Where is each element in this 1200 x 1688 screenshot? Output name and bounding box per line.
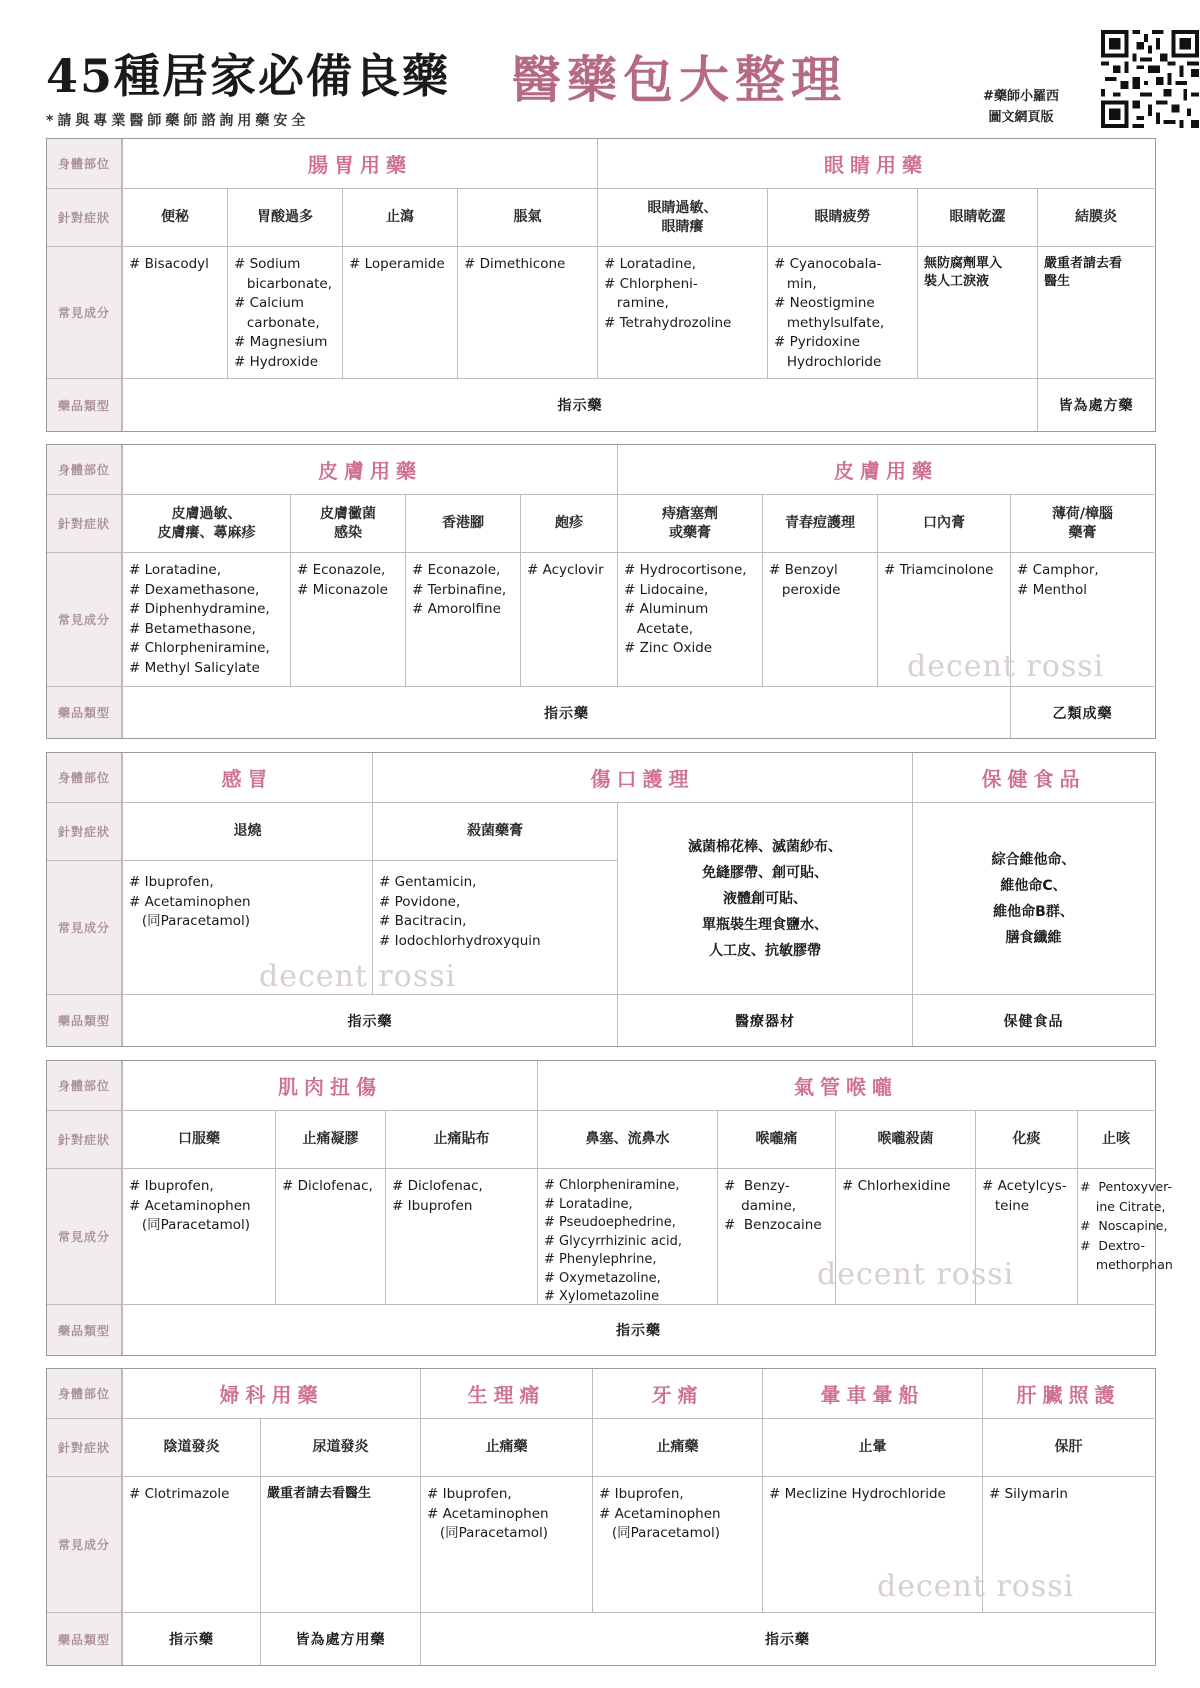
symptom-throat-antiseptic: 喉嚨殺菌 — [835, 1111, 975, 1169]
symptom-menthol: 薄荷/樟腦 藥膏 — [1010, 495, 1154, 553]
drug-type-prescription: 皆為處方藥 — [1037, 379, 1154, 431]
ingredient-note: 嚴重者請去看醫生 — [260, 1477, 420, 1613]
watermark: decent rossi — [877, 1569, 1075, 1604]
section-skin — [46, 444, 1156, 739]
ingredient-cell: # Acyclovir — [520, 553, 617, 687]
label-body-part: 身體部位 — [47, 139, 122, 189]
symptom-painkiller: 止痛藥 — [420, 1419, 592, 1477]
label-body-part: 身體部位 — [47, 1061, 122, 1111]
drug-type-otc: 指示藥 — [122, 995, 617, 1046]
category-toothache: 牙痛 — [592, 1369, 762, 1419]
page-title: 45種居家必備良藥 — [46, 49, 451, 103]
ingredient-cell: # Diclofenac, # Ibuprofen — [385, 1169, 537, 1305]
symptom-fever: 退燒 — [122, 803, 372, 861]
brand-block — [946, 86, 1096, 128]
drug-type-prescription: 皆為處方用藥 — [260, 1613, 420, 1665]
page-title-accent: 醫藥包大整理 — [511, 50, 847, 109]
ingredient-cell: # Cyanocobala- min, # Neostigmine methylsulfate, # Pyridoxine Hydrochloride — [767, 247, 917, 379]
label-ingredients: 常見成分 — [47, 1169, 122, 1305]
page-header — [46, 28, 1156, 136]
symptom-oral: 口服藥 — [122, 1111, 275, 1169]
category-menstrual: 生理痛 — [420, 1369, 592, 1419]
symptom-acne: 青春痘護理 — [762, 495, 877, 553]
category-throat: 氣管喉嚨 — [537, 1061, 1154, 1111]
ingredient-cell: # Camphor, # Menthol — [1010, 553, 1154, 687]
ingredient-cell: # Diclofenac, — [275, 1169, 385, 1305]
ingredient-cell: # Ibuprofen, # Acetaminophen (同Paracetamol) — [592, 1477, 762, 1613]
symptom-conjunctivitis: 結膜炎 — [1037, 189, 1154, 247]
symptom-bloating: 脹氣 — [457, 189, 597, 247]
ingredient-cell: # Acetylcys- teine — [975, 1169, 1077, 1305]
ingredient-cell: # Ibuprofen, # Acetaminophen (同Paracetamol) — [122, 1169, 275, 1305]
brand-edition: 圖文網頁版 — [988, 110, 1054, 125]
ingredient-note: 嚴重者請去看 醫生 — [1037, 247, 1154, 379]
label-body-part: 身體部位 — [47, 753, 122, 803]
ingredient-cell: # Chlorhexidine — [835, 1169, 975, 1305]
label-ingredients: 常見成分 — [47, 861, 122, 995]
category-cold: 感冒 — [122, 753, 372, 803]
label-drug-type: 藥品類型 — [47, 1305, 122, 1355]
ingredient-cell: # Pentoxyver- ine Citrate, # Noscapine, # Dextro- methorphan — [1077, 1169, 1154, 1305]
section-gastro-eye — [46, 138, 1156, 432]
label-body-part: 身體部位 — [47, 1369, 122, 1419]
ingredient-cell: # Benzoyl peroxide — [762, 553, 877, 687]
category-skin: 皮膚用藥 — [122, 445, 617, 495]
symptom-acid: 胃酸過多 — [227, 189, 342, 247]
ingredient-cell: # Loratadine, # Dexamethasone, # Diphenhydramine, # Betamethasone, # Chlorpheniramine, # Methyl Salicylate — [122, 553, 290, 687]
ingredient-cell: # Chlorpheniramine, # Loratadine, # Pseudoephedrine, # Glycyrrhizinic acid, # Phenylephrine, # Oxymetazoline, # Xylometazoline — [537, 1169, 717, 1305]
category-skin-2: 皮膚用藥 — [617, 445, 1154, 495]
label-ingredients: 常見成分 — [47, 247, 122, 379]
symptom-anti-dizzy: 止暈 — [762, 1419, 982, 1477]
drug-type-otc: 指示藥 — [122, 1613, 260, 1665]
label-symptom: 針對症狀 — [47, 1419, 122, 1477]
ingredient-cell: # Clotrimazole — [122, 1477, 260, 1613]
category-liver: 肝臟照護 — [982, 1369, 1154, 1419]
label-symptom: 針對症狀 — [47, 189, 122, 247]
watermark: decent rossi — [907, 649, 1105, 684]
symptom-dry-eye: 眼睛乾澀 — [917, 189, 1037, 247]
symptom-cough: 止咳 — [1077, 1111, 1154, 1169]
section-gyn-pain-liver — [46, 1368, 1156, 1666]
symptom-mouth: 口內膏 — [877, 495, 1010, 553]
category-gyn: 婦科用藥 — [122, 1369, 420, 1419]
drug-type-otc: 指示藥 — [122, 379, 1037, 431]
label-body-part: 身體部位 — [47, 445, 122, 495]
health-food-list: 綜合維他命、 維他命C、 維他命B群、 膳食纖維 — [912, 803, 1154, 995]
ingredient-cell: # Loperamide — [342, 247, 457, 379]
symptom-phlegm: 化痰 — [975, 1111, 1077, 1169]
ingredient-cell: # Bisacodyl — [122, 247, 227, 379]
symptom-fungal: 皮膚黴菌 感染 — [290, 495, 405, 553]
symptom-liver: 保肝 — [982, 1419, 1154, 1477]
symptom-eye-fatigue: 眼睛疲勞 — [767, 189, 917, 247]
label-drug-type: 藥品類型 — [47, 995, 122, 1046]
category-wound: 傷口護理 — [372, 753, 912, 803]
drug-type-class-b: 乙類成藥 — [1010, 687, 1154, 738]
symptom-uti: 尿道發炎 — [260, 1419, 420, 1477]
section-muscle-throat — [46, 1060, 1173, 1356]
ingredient-cell: # Benzy- damine, # Benzocaine — [717, 1169, 835, 1305]
symptom-athletes-foot: 香港腳 — [405, 495, 520, 553]
ingredient-cell: # Dimethicone — [457, 247, 597, 379]
ingredient-cell: # Ibuprofen, # Acetaminophen (同Paracetamol) — [420, 1477, 592, 1613]
symptom-patch: 止痛貼布 — [385, 1111, 537, 1169]
ingredient-cell: # Hydrocortisone, # Lidocaine, # Aluminum Acetate, # Zinc Oxide — [617, 553, 762, 687]
symptom-antiseptic: 殺菌藥膏 — [372, 803, 617, 861]
symptom-herpes: 皰疹 — [520, 495, 617, 553]
category-muscle: 肌肉扭傷 — [122, 1061, 537, 1111]
watermark: decent rossi — [817, 1257, 1015, 1292]
category-gastro: 腸胃用藥 — [122, 139, 597, 189]
symptom-skin-allergy: 皮膚過敏、 皮膚癢、蕁麻疹 — [122, 495, 290, 553]
ingredient-cell: # Gentamicin, # Povidone, # Bacitracin, # Iodochlorhydroxyquin — [372, 861, 617, 995]
label-drug-type: 藥品類型 — [47, 379, 122, 431]
symptom-sore-throat: 喉嚨痛 — [717, 1111, 835, 1169]
category-motion: 暈車暈船 — [762, 1369, 982, 1419]
category-eye: 眼睛用藥 — [597, 139, 1154, 189]
label-symptom: 針對症狀 — [47, 495, 122, 553]
watermark: decent rossi — [259, 959, 457, 994]
category-health-food: 保健食品 — [912, 753, 1154, 803]
label-drug-type: 藥品類型 — [47, 1613, 122, 1665]
wound-supplies-list: 滅菌棉花棒、滅菌紗布、 免縫膠帶、創可貼、 液體創可貼、 單瓶裝生理食鹽水、 人工皮、抗敏膠帶 — [617, 803, 912, 995]
symptom-constipation: 便秘 — [122, 189, 227, 247]
ingredient-cell: # Meclizine Hydrochloride — [762, 1477, 982, 1613]
label-drug-type: 藥品類型 — [47, 687, 122, 738]
section-cold-wound-health — [46, 752, 1156, 1047]
label-ingredients: 常見成分 — [47, 1477, 122, 1613]
symptom-nasal: 鼻塞、流鼻水 — [537, 1111, 717, 1169]
symptom-diarrhea: 止瀉 — [342, 189, 457, 247]
qr-code-icon[interactable] — [1100, 30, 1200, 128]
ingredient-note: 無防腐劑單入 裝人工淚液 — [917, 247, 1037, 379]
drug-type-otc-2: 指示藥 — [420, 1613, 1154, 1665]
ingredient-cell: # Sodium bicarbonate, # Calcium carbonate, # Magnesium # Hydroxide — [227, 247, 342, 379]
drug-type-otc: 指示藥 — [122, 1305, 1154, 1355]
brand-name: #藥師小羅西 — [983, 89, 1059, 104]
label-symptom: 針對症狀 — [47, 1111, 122, 1169]
ingredient-cell: # Ibuprofen, # Acetaminophen (同Paracetamol) — [122, 861, 372, 995]
symptom-gel: 止痛凝膠 — [275, 1111, 385, 1169]
label-symptom: 針對症狀 — [47, 803, 122, 861]
symptom-painkiller-2: 止痛藥 — [592, 1419, 762, 1477]
symptom-eye-allergy: 眼睛過敏、 眼睛癢 — [597, 189, 767, 247]
drug-type-health-food: 保健食品 — [912, 995, 1154, 1046]
ingredient-cell: # Silymarin — [982, 1477, 1154, 1613]
safety-note: *請與專業醫師藥師諮詢用藥安全 — [46, 113, 310, 129]
ingredient-cell: # Econazole, # Miconazole — [290, 553, 405, 687]
ingredient-cell: # Loratadine, # Chlorpheni- ramine, # Tetrahydrozoline — [597, 247, 767, 379]
drug-type-medical-device: 醫療器材 — [617, 995, 912, 1046]
label-ingredients: 常見成分 — [47, 553, 122, 687]
ingredient-cell: # Triamcinolone — [877, 553, 1010, 687]
drug-type-otc: 指示藥 — [122, 687, 1010, 738]
symptom-vaginitis: 陰道發炎 — [122, 1419, 260, 1477]
ingredient-cell: # Econazole, # Terbinafine, # Amorolfine — [405, 553, 520, 687]
symptom-hemorrhoids: 痔瘡塞劑 或藥膏 — [617, 495, 762, 553]
